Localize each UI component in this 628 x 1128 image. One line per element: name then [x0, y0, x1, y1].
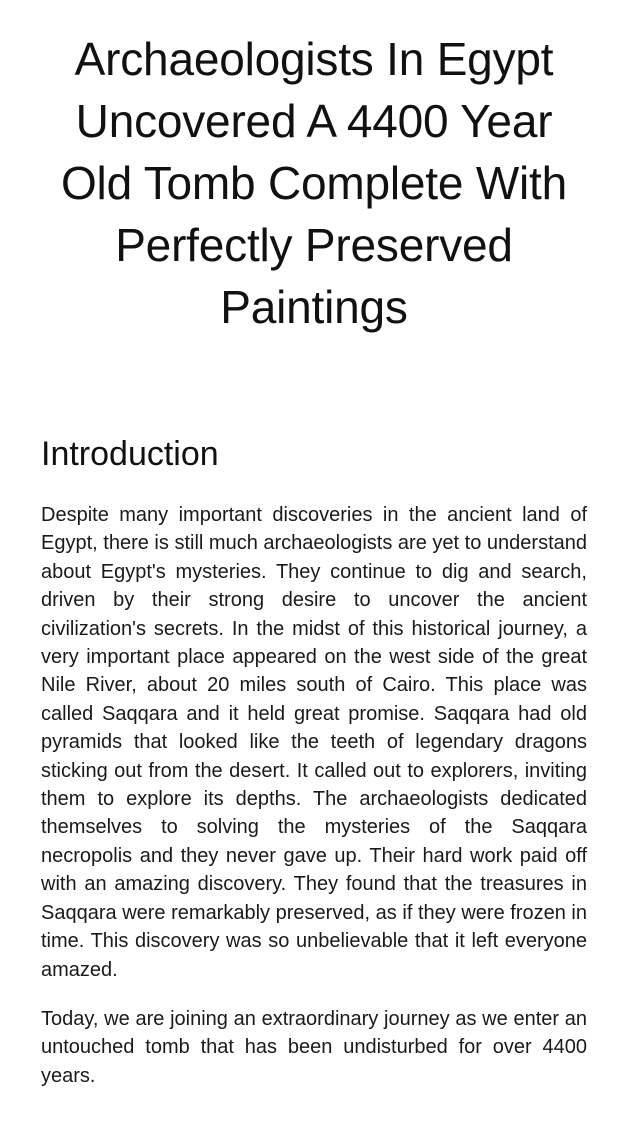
article [0, 28, 628, 1090]
journey-paragraph: Today, we are joining an extraordinary journey as we enter an untouched tomb that has been undisturbed for over 4400 years. [41, 1007, 587, 1087]
intro-paragraph: Despite many important discoveries in the ancient land of Egypt, there is still much archaeologists are yet to understand about Egypt's mysteries. They continue to dig and search, driven by their strong desire to uncover the ancient civilization's secrets. In the midst of this historical journey, a very important place appeared on the west side of the great Nile River, about 20 miles south of Cairo. This place was called Saqqara and it held great promise. Saqqara had old pyramids that looked like the teeth of legendary dragons sticking out from the desert. It called out to explorers, inviting them to explore its depths. The archaeologists dedicated themselves to solving the mysteries of the Saqqara necropolis and they never gave up. Their hard work paid off with an amazing discovery. They found that the treasures in Saqqara were remarkably preserved, as if they were frozen in time. This discovery was so unbelievable that it left everyone amazed. [41, 504, 587, 981]
section-heading: Introduction [41, 435, 219, 473]
section-introduction [41, 434, 587, 1090]
article-title: Archaeologists In Egypt Uncovered A 4400 Year Old Tomb Complete With Perfectly Preserved Paintings [60, 33, 568, 333]
